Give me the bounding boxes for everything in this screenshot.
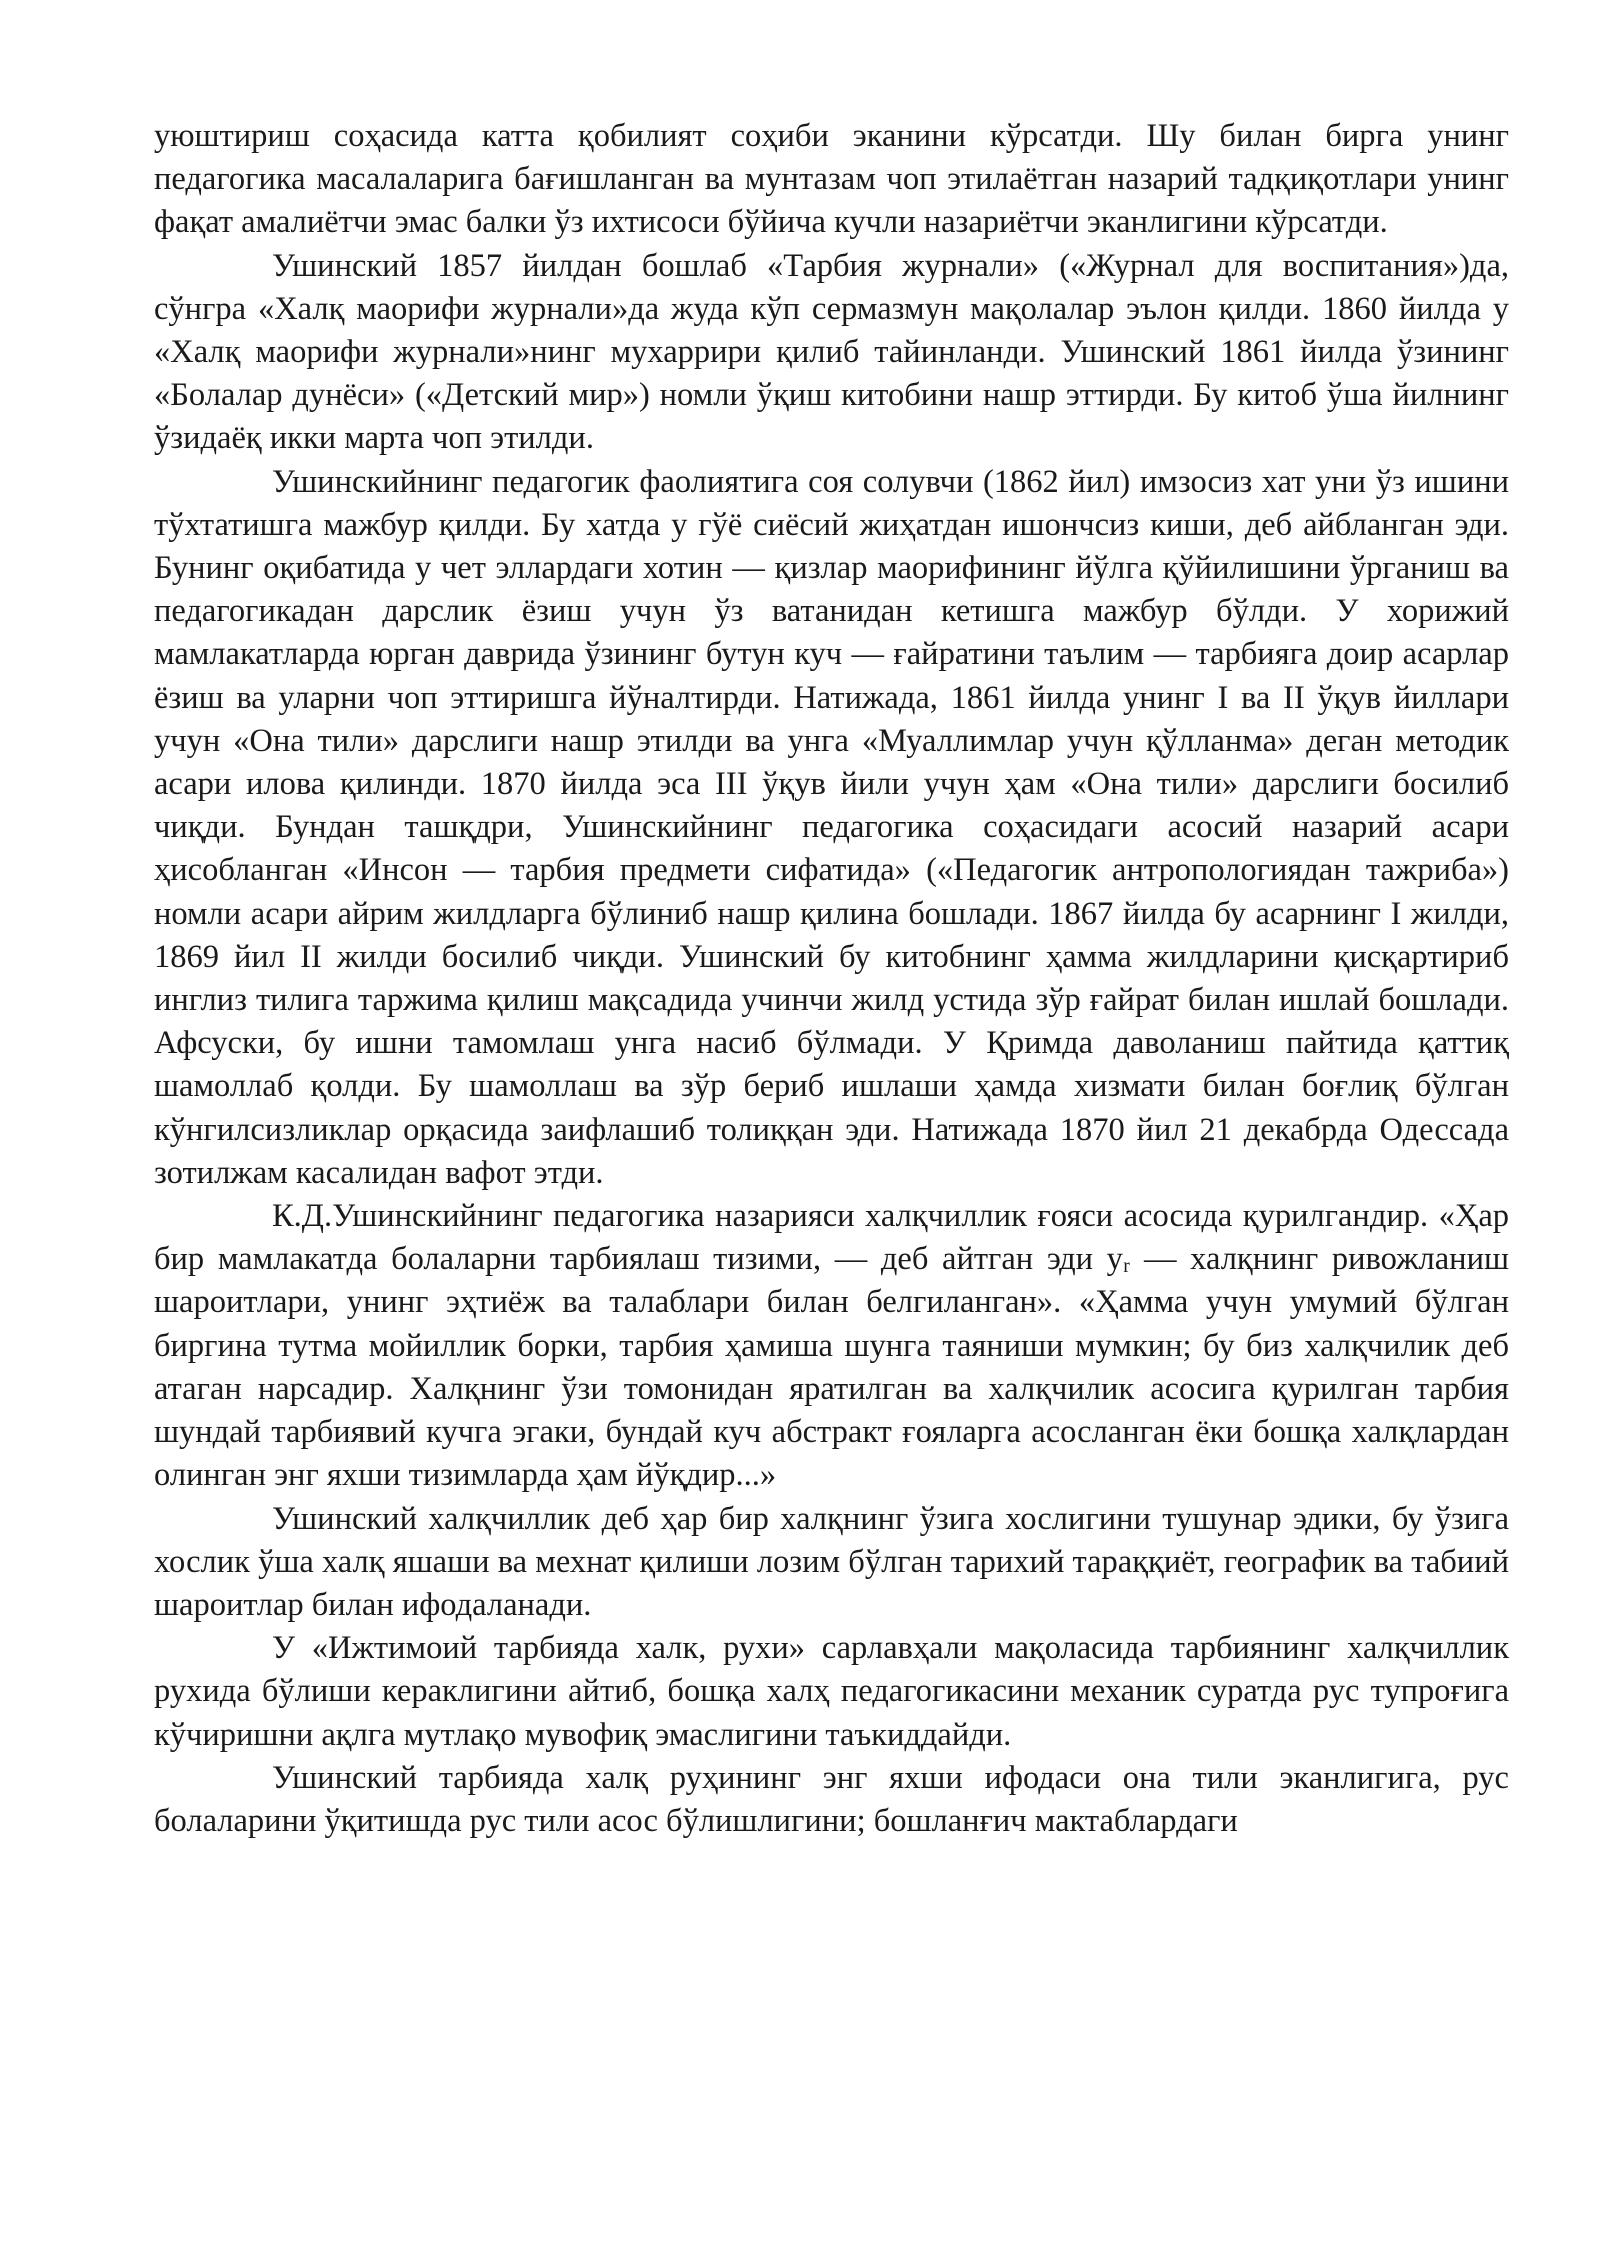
paragraph-3: Ушинскийнинг педагогик фаолиятига соя солувчи (1862 йил) имзосиз хат уни ўз ишини тўхтатишга мажбур қилди. Бу хатда у гўё сиёсий жиҳатдан ишончсиз киши, деб айбланган эди. Бунинг оқибатида у чет эллардаги хотин — қизлар маорифининг йўлга қўйилишини ўрганиш ва педагогикадан дарслик ёзиш учун ўз ватанидан кетишга мажбур бўлди. У хорижий мамлакатларда юрган даврида ўзининг бутун куч — ғайратини таълим — тарбияга доир асарлар ёзиш ва уларни чоп эттиришга йўналтирди. Натижада, 1861 йилда унинг I ва II ўқув йиллари учун «Она тили» дарслиги нашр этилди ва унга «Муаллимлар учун қўлланма» деган методик асари илова қилинди. 1870 йилда эса III ўқув йили учун ҳам «Она тили» дарслиги босилиб чиқди. Бундан ташқдри, Ушинскийнинг педагогика соҳасидаги асосий назарий асари ҳисобланган «Инсон — тарбия предмети сифатида» («Педагогик антропологиядан тажриба») номли асари айрим жилдларга бўлиниб нашр қилина бошлади. 1867 йилда бу асарнинг I жилди, 1869 йил II жилди босилиб чиқди. Ушинский бу китобнинг ҳамма жилдларини қисқартириб инглиз тилига таржима қилиш мақсадида учинчи жилд устида зўр ғайрат билан ишлай бошлади. Афсуски, бу ишни тамомлаш унга насиб бўлмади. У Қримда даволаниш пайтида қаттиқ шамоллаб қолди. Бу шамоллаш ва зўр бериб ишлаши ҳамда хизмати билан боғлиқ бўлган кўнгилсизликлар орқасида заифлашиб толиққан эди. Натижада 1870 йил 21 декабрда Одессада зотилжам касалидан вафот этди. [154,463,1509,1191]
paragraph-5: Ушинский халқчиллик деб ҳар бир халқнинг ўзига хослигини тушунар эдики, бу ўзига хослик ўша халқ яшаши ва мехнат қилиши лозим бўлган тарихий тараққиёт, географик ва табиий шароитлар билан ифодаланади. [154,1500,1509,1623]
paragraph-7: Ушинский тарбияда халқ руҳининг энг яхши ифодаси она тили эканлигига, рус болаларини ўқитишда рус тили асос бўлишлигини; бошланғич мактаблардаги [154,1759,1509,1839]
paragraph-1: уюштириш соҳасида катта қобилият соҳиби эканини кўрсатди. Шу билан бирга унинг педагогика масалаларига бағишланган ва мунтазам чоп этилаётган назарий тадқиқотлари унинг фақат амалиётчи эмас балки ўз ихтисоси бўйича кучли назариётчи эканлигини кўрсатди. [154,118,1509,241]
paragraph-4: К.Д.Ушинскийнинг педагогика назарияси халқчиллик ғояси асосида қурилгандир. «Ҳар бир мамлакатда болаларни тарбиялаш тизими, — деб айтган эди уᵣ — халқнинг ривожланиш шароитлари, унинг эҳтиёж ва талаблари билан белгиланган». «Ҳамма учун умумий бўлган биргина тутма мойиллик борки, тарбия ҳамиша шунга таяниши мумкин; бу биз халқчилик деб атаган нарсадир. Халқнинг ўзи томонидан яратилган ва халқчилик асосига қурилган тарбия шундай тарбиявий кучга эгаки, бундай куч абстракт ғояларга асосланган ёки бошқа халқлардан олинган энг яхши тизимларда ҳам йўқдир...» [154,1198,1509,1494]
paragraph-6: У «Ижтимоий тарбияда халк, рухи» сарлавҳали мақоласида тарбиянинг халқчиллик рухида бўлиши кераклигини айтиб, бошқа халҳ педагогикасини механик суратда рус тупроғига кўчиришни ақлга мутлақо мувофиқ эмаслигини таъкиддайди. [154,1630,1509,1753]
document-page [154,115,1509,1843]
paragraph-2: Ушинский 1857 йилдан бошлаб «Тарбия журнали» («Журнал для воспитания»)да, сўнгра «Халқ маорифи журнали»да жуда кўп сермазмун мақолалар эълон қилди. 1860 йилда у «Халқ маорифи журнали»нинг мухаррири қилиб тайинланди. Ушинский 1861 йилда ўзининг «Болалар дунёси» («Детский мир») номли ўқиш китобини нашр эттирди. Бу китоб ўша йилнинг ўзидаёқ икки марта чоп этилди. [154,247,1509,457]
